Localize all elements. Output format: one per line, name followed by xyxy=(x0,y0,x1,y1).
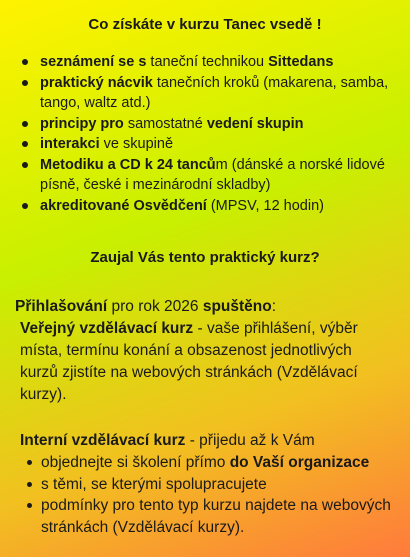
feature-bold: interakci xyxy=(40,136,100,152)
registration-line xyxy=(15,296,400,317)
internal-course-heading xyxy=(20,430,390,451)
public-course-title: Veřejný vzdělávací kurz xyxy=(20,320,194,337)
internal-item-text: s těmi, se kterými spolupracujete xyxy=(41,475,267,493)
feature-item xyxy=(20,52,390,73)
feature-text: (MPSV, 12 hodin) xyxy=(206,197,324,214)
internal-item-text: objednejte si školení přímo xyxy=(41,454,230,471)
feature-item xyxy=(20,134,390,155)
registration-colon: : xyxy=(271,298,277,315)
internal-course-list xyxy=(20,452,405,538)
feature-text: samostatné xyxy=(123,115,207,132)
feature-item xyxy=(20,114,390,135)
feature-bold: Metodiku a CD k 24 tanců xyxy=(40,156,216,173)
feature-text: taneční technikou xyxy=(146,54,269,70)
feature-item xyxy=(20,196,390,217)
feature-item xyxy=(20,155,390,196)
registration-status: spuštěno xyxy=(202,298,272,315)
feature-item xyxy=(20,73,390,114)
feature-bold: vedení skupin xyxy=(206,115,304,132)
internal-item-bold: do Vaší organizace xyxy=(229,454,370,471)
registration-text: pro rok 2026 xyxy=(107,298,203,315)
question-heading: Zaujal Vás tento praktický kurz? xyxy=(90,249,320,266)
public-course-text: - vaše přihlášení, výběr místa, termínu konání a obsazenost jednotlivých kurzů zjistíte na webových stránkách (Vzdělávací kurzy). xyxy=(20,320,358,403)
feature-bold: praktický nácvik xyxy=(40,74,153,91)
internal-course-text: - přijedu až k Vám xyxy=(185,432,315,449)
feature-list xyxy=(20,52,390,216)
feature-bold: principy pro xyxy=(40,115,124,132)
internal-item xyxy=(20,474,405,496)
internal-item-text: podmínky pro tento typ kurzu najdete na webových stránkách (Vzdělávací kurzy). xyxy=(41,497,391,536)
panel-title: Co získáte v kurzu Tanec vsedě ! xyxy=(88,16,322,33)
feature-bold: Sittedans xyxy=(268,54,334,70)
feature-text: m (dánské a norské lidové písně, české i mezinárodní skladby) xyxy=(40,156,385,193)
public-course-paragraph xyxy=(20,318,390,406)
feature-bold: akreditované Osvědčení xyxy=(40,197,207,214)
registration-bold: Přihlašování xyxy=(15,298,108,315)
internal-course-title: Interní vzdělávací kurz xyxy=(20,432,186,449)
feature-bold: seznámení se s xyxy=(40,54,147,70)
feature-text: tanečních kroků (makarena, samba, tango, waltz atd.) xyxy=(40,74,389,111)
internal-item xyxy=(20,452,405,474)
feature-text: ve skupině xyxy=(99,136,174,152)
internal-item xyxy=(20,495,405,538)
